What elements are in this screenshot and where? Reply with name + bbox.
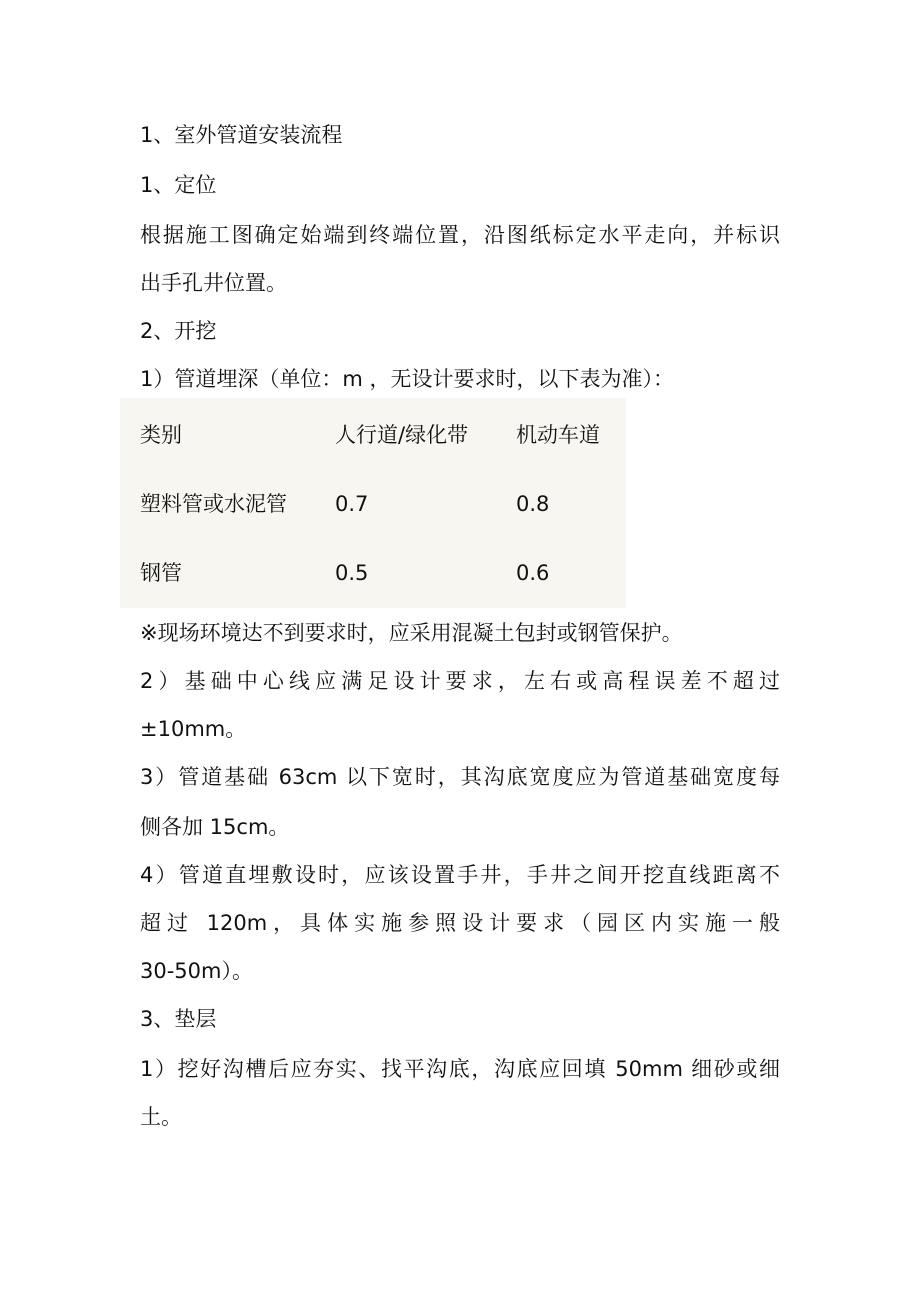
list-item: 2）基础中心线应满足设计要求，左右或高程误差不超过: [140, 669, 780, 693]
table-cell: 塑料管或水泥管: [140, 492, 287, 516]
list-item-continuation: 超过 120m，具体实施参照设计要求（园区内实施一般: [140, 911, 780, 935]
list-item: 4）管道直埋敷设时，应该设置手井，手井之间开挖直线距离不: [140, 863, 780, 887]
table-header-category: 类别: [140, 423, 182, 447]
table-header-sidewalk: 人行道/绿化带: [335, 423, 469, 447]
table-cell: 0.8: [516, 492, 550, 516]
section-title-excavation: 2、开挖: [140, 319, 217, 343]
list-item-continuation: ±10mm。: [140, 717, 247, 741]
note-line: ※现场环境达不到要求时，应采用混凝土包封或钢管保护。: [140, 621, 683, 645]
table-header-roadway: 机动车道: [516, 423, 600, 447]
list-item: 1）挖好沟槽后应夯实、找平沟底，沟底应回填 50mm 细砂或细: [140, 1057, 780, 1081]
table-cell: 0.6: [516, 561, 550, 585]
list-item-continuation: 土。: [140, 1105, 182, 1129]
list-item-continuation: 侧各加 15cm。: [140, 815, 290, 839]
paragraph-line: 根据施工图确定始端到终端位置，沿图纸标定水平走向，并标识: [140, 223, 780, 247]
burial-depth-table: [120, 398, 626, 608]
paragraph-line: 出手孔井位置。: [140, 271, 287, 295]
table-cell: 钢管: [140, 561, 182, 585]
list-item-continuation: 30-50m）。: [140, 959, 253, 983]
list-item: 3）管道基础 63cm 以下宽时，其沟底宽度应为管道基础宽度每: [140, 765, 780, 789]
table-cell: 0.5: [335, 561, 369, 585]
section-title-cushion: 3、垫层: [140, 1007, 217, 1031]
section-title-positioning: 1、定位: [140, 173, 217, 197]
table-cell: 0.7: [335, 492, 369, 516]
list-item: 1）管道埋深（单位：m ，无设计要求时，以下表为准）：: [140, 367, 674, 391]
document-heading: 1、室外管道安装流程: [140, 123, 343, 147]
